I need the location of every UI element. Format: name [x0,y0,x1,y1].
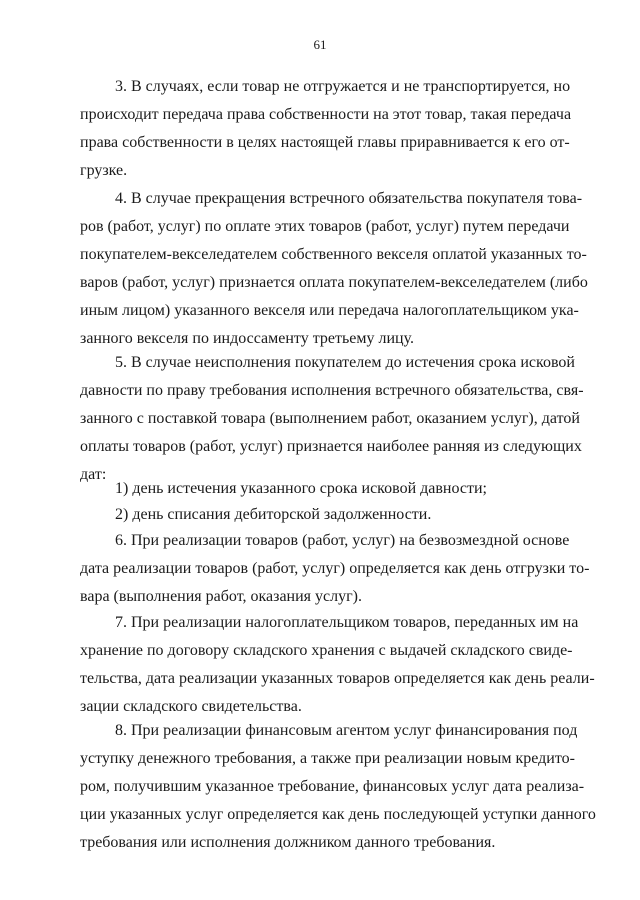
text-line: требования или исполнения должником данного требования. [80,834,496,851]
text-line: ции указанных услуг определяется как день последующей уступки данного [80,806,596,823]
text-line: 5. В случае неисполнения покупателем до истечения срока исковой [115,354,575,371]
text-line: ров (работ, услуг) по оплате этих товаров (работ, услуг) путем передачи [80,218,570,235]
text-line: 8. При реализации финансовым агентом услуг финансирования под [115,722,578,739]
text-line: зации складского свидетельства. [80,698,302,715]
text-line: вара (выполнения работ, оказания услуг). [80,588,362,605]
text-line: варов (работ, услуг) признается оплата покупателем-векселедателем (либо [80,274,588,291]
text-line: покупателем-векселедателем собственного векселя оплатой указанных то- [80,246,587,263]
text-line: уступку денежного требования, а также при реализации новым кредито- [80,750,575,767]
page-number: 61 [313,37,327,52]
text-line: 2) день списания дебиторской задолженности. [115,506,432,523]
text-line: ром, получившим указанное требование, финансовых услуг дата реализа- [80,778,585,795]
text-line: 3. В случаях, если товар не отгружается и не транспортируется, но [115,78,571,95]
text-line: занного векселя по индоссаменту третьему лицу. [80,330,414,347]
text-line: права собственности в целях настоящей главы приравнивается к его от- [80,134,570,151]
text-line: 1) день истечения указанного срока исковой давности; [115,480,487,497]
text-line: 4. В случае прекращения встречного обязательства покупателя това- [115,190,583,207]
text-line: давности по праву требования исполнения встречного обязательства, свя- [80,382,584,399]
text-line: тельства, дата реализации указанных товаров определяется как день реали- [80,670,595,687]
text-line: оплаты товаров (работ, услуг) признается наиболее ранняя из следующих [80,438,582,455]
text-line: 6. При реализации товаров (работ, услуг) на безвозмездной основе [115,532,570,549]
text-line: происходит передача права собственности на этот товар, такая передача [80,106,572,123]
text-line: дат: [80,466,107,483]
text-line: хранение по договору складского хранения с выдачей складского свиде- [80,642,573,659]
text-line: грузке. [80,162,128,179]
text-line: 7. При реализации налогоплательщиком товаров, переданных им на [115,614,579,631]
text-line: иным лицом) указанного векселя или передача налогоплательщиком ука- [80,302,579,319]
text-line: занного с поставкой товара (выполнением работ, оказанием услуг), датой [80,410,580,427]
text-line: дата реализации товаров (работ, услуг) определяется как день отгрузки то- [80,560,590,577]
